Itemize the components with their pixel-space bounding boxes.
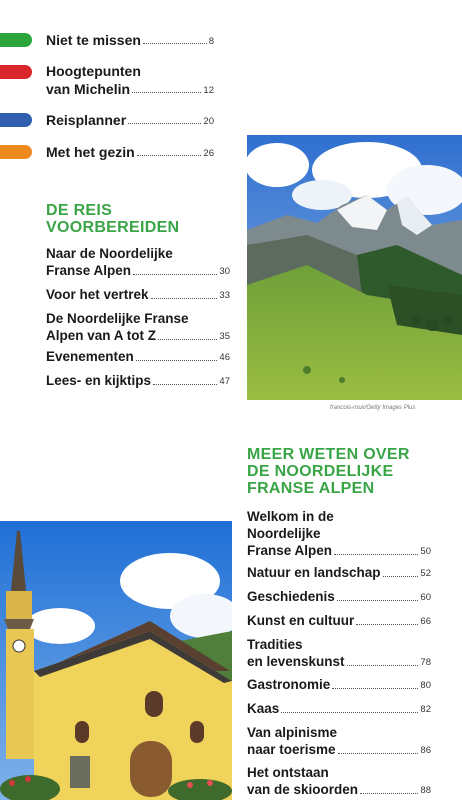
- toc-entry-natuur[interactable]: Natuur en landschap 52: [247, 565, 431, 580]
- church-illustration: [0, 521, 232, 800]
- mountain-landscape-photo: [247, 135, 462, 400]
- church-photo: [0, 521, 232, 800]
- tab-orange: [0, 145, 32, 159]
- toc-entry-tradities[interactable]: Tradities en levenskunst 78: [247, 637, 431, 669]
- section-heading-de-reis-voorbereiden: DE REIS VOORBEREIDEN: [46, 202, 180, 236]
- toc-entry-naar-de-noordelijke[interactable]: Naar de Noordelijke Franse Alpen 30: [46, 246, 230, 278]
- toc-entry-voor-het-vertrek[interactable]: Voor het vertrek 33: [46, 287, 230, 302]
- section-heading-meer-weten: MEER WETEN OVER DE NOORDELIJKE FRANSE ALPEN: [247, 446, 410, 497]
- toc-entry-evenementen[interactable]: Evenementen 46: [46, 349, 230, 364]
- toc-entry-kunst[interactable]: Kunst en cultuur 66: [247, 613, 431, 628]
- toc-entry-skioorden[interactable]: Het ontstaan van de skioorden 88: [247, 765, 431, 797]
- toc-item-hoogtepunten[interactable]: Hoogtepunten van Michelin 12: [46, 63, 214, 97]
- photo-credit: francois-roux/Getty Images Plus: [330, 405, 416, 411]
- toc-item-reisplanner[interactable]: Reisplanner 20: [46, 112, 214, 128]
- toc-item-met-het-gezin[interactable]: Met het gezin 26: [46, 144, 214, 160]
- toc-entry-kaas[interactable]: Kaas 82: [247, 701, 431, 716]
- mountain-illustration: [247, 135, 462, 400]
- toc-item-niet-te-missen[interactable]: Niet te missen 8: [46, 32, 214, 48]
- toc-entry-lees-en-kijktips[interactable]: Lees- en kijktips 47: [46, 373, 230, 388]
- tab-green: [0, 33, 32, 47]
- toc-entry-gastronomie[interactable]: Gastronomie 80: [247, 677, 431, 692]
- tab-blue: [0, 113, 32, 127]
- toc-entry-a-tot-z[interactable]: De Noordelijke Franse Alpen van A tot Z 35: [46, 311, 230, 343]
- toc-entry-alpinisme[interactable]: Van alpinisme naar toerisme 86: [247, 725, 431, 757]
- toc-entry-geschiedenis[interactable]: Geschiedenis 60: [247, 589, 431, 604]
- toc-entry-welkom[interactable]: Welkom in de Noordelijke Franse Alpen 50: [247, 509, 431, 558]
- tab-red: [0, 65, 32, 79]
